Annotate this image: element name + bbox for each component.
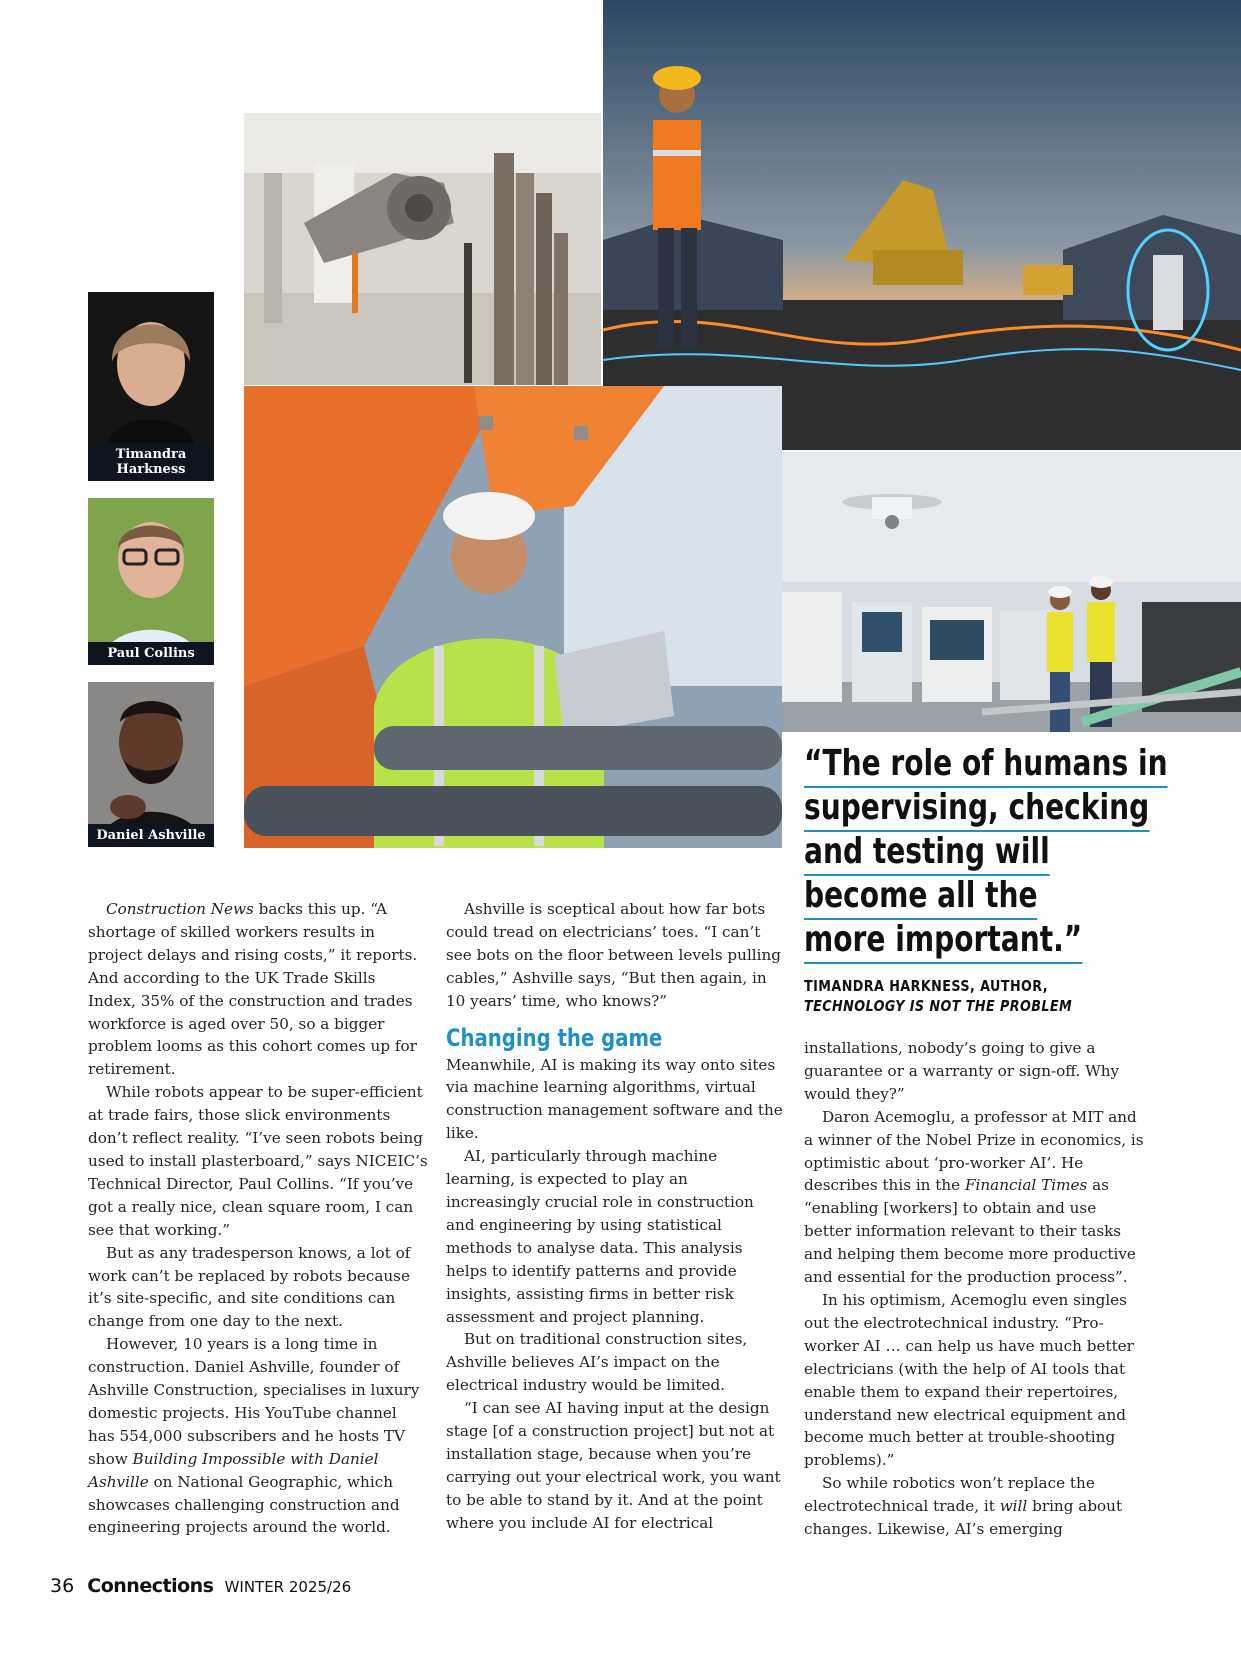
paragraph: AI, particularly through machine learning, is expected to play an increasingly crucial role in construction and engineering by using statistical methods to analyse data. This analysis helps to identify patterns and provide insights, assisting firms in better risk assessment and project planning. [446,1147,754,1326]
issue-label: WINTER 2025/26 [224,1578,352,1596]
paragraph: installations, nobody’s going to give a guarantee or a warranty or sign-off. Why would they?” [804,1039,1120,1103]
article-column-2 [446,898,786,1535]
engineer-site-photo [603,0,1241,450]
portrait-timandra-harkness [88,292,214,481]
paragraph-text: So while robotics won’t replace the electrotechnical trade, it [804,1474,1095,1516]
portrait-caption: Paul Collins [88,642,214,665]
paragraph-text: Daron Acemoglu, a professor at MIT and a winner of the Nobel Prize in economics, is optimistic about ‘pro-worker AI’. He describes this in the [804,1107,1144,1195]
portrait-caption: Daniel Ashville [88,824,214,847]
emphasis: will [999,1497,1028,1516]
paragraph: While robots appear to be super-efficient at trade fairs, those slick environments don’t reflect reality. “I’ve seen robots being used to install plasterboard,” says NICEIC’s Technical Director, Paul Collins. “If you’ve got a really nice, clean square room, I can see that working.” [88,1083,428,1239]
page-number: 36 [50,1575,75,1597]
attribution-book-title: TECHNOLOGY IS NOT THE PROBLEM [804,997,1073,1015]
page-footer [50,1575,351,1597]
drone-rooftop-photo [782,452,1241,732]
pull-quote-line: “The role of humans in [804,744,1168,788]
paragraph [804,1472,1144,1541]
article-column-3 [804,1037,1144,1541]
pull-quote-line: and testing will [804,832,1050,876]
portrait-paul-collins [88,498,214,665]
paragraph [804,1106,1144,1289]
article-column-1 [88,898,428,1539]
paragraph-text: However, 10 years is a long time in construction. Daniel Ashville, founder of Ashville Construction, specialises in luxury domestic projects. His YouTube channel has 554,000 subscribers and he hosts TV show [88,1335,420,1468]
section-heading: Changing the game [446,1023,663,1052]
paragraph: Meanwhile, AI is making its way onto sites via machine learning algorithms, virtual construction management software and the like. [446,1055,783,1143]
paragraph: But on traditional construction sites, Ashville believes AI’s impact on the electrical industry would be limited. [446,1330,748,1395]
attribution-author: TIMANDRA HARKNESS, AUTHOR, [804,977,1049,995]
paragraph [88,898,428,1081]
pull-quote [804,743,1168,1016]
paragraph: Ashville is sceptical about how far bots could tread on electricians’ toes. “I can’t see bots on the floor between levels pulling cables,” Ashville says, “But then again, in 10 years’ time, who knows?” [446,900,782,1010]
pull-quote-line: more important.” [804,920,1082,964]
publication-name: Financial Times [965,1176,1088,1195]
portrait-daniel-ashville [88,682,214,847]
worker-laptop-photo [244,386,782,848]
paragraph-text: backs this up. “A shortage of skilled workers results in project delays and rising costs,” it reports. And according to the UK Trade Skills Index, 35% of the construction and trades workforce is aged over 50, so a bigger problem looms as this cohort comes up for retirement. [88,900,418,1079]
paragraph-text: as “enabling [workers] to obtain and use better information relevant to their tasks and helping them become more productive and essential for the production process”. [804,1176,1136,1287]
paragraph-text: on National Geographic, which showcases challenging construction and engineering projects around the world. [88,1472,400,1537]
show-title: Building Impossible with Daniel Ashville [88,1449,379,1491]
portrait-caption: Timandra Harkness [88,443,214,481]
paragraph-text: bring about changes. Likewise, AI’s emerging [804,1497,1123,1539]
pull-quote-line: become all the [804,876,1038,920]
magazine-name: Connections [87,1575,214,1597]
robot-interior-photo [244,113,601,385]
paragraph: “I can see AI having input at the design stage [of a construction project] but not at installation stage, because when you’re carrying out your electrical work, you want to be able to stand by it. And at the point where you include AI for electrical [446,1399,781,1532]
pull-quote-line: supervising, checking [804,788,1149,832]
publication-name: Construction News [106,900,254,918]
paragraph: But as any tradesperson knows, a lot of work can’t be replaced by robots because it’s site-specific, and site conditions can change from one day to the next. [88,1243,411,1331]
pull-quote-attribution [804,976,1093,1016]
paragraph [88,1333,428,1539]
paragraph: In his optimism, Acemoglu even singles out the electrotechnical industry. “Pro-worker AI … can help us have much better electricians (with the help of AI tools that enable them to expand their repertoires, understand new electrical equipment and become much better at trouble-shooting problems).” [804,1290,1134,1470]
